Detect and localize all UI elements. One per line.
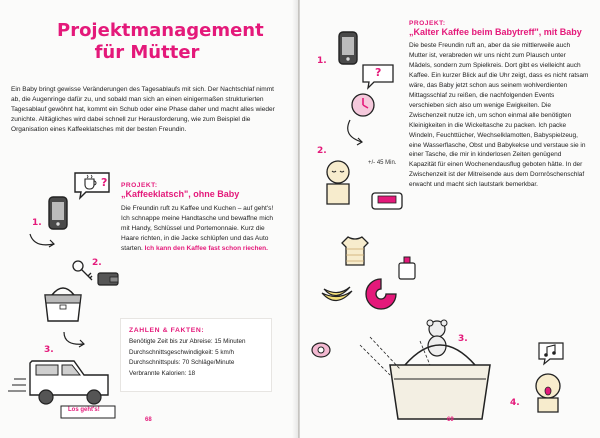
bubble-question-mark: ? xyxy=(375,66,382,79)
step-1-arrow-icon xyxy=(28,232,58,252)
title-line-2: für Mütter xyxy=(94,42,200,63)
intro-paragraph: Ein Baby bringt gewisse Veränderungen des Tagesablaufs mit sich. Der Nachtschlaf nimmt ab, die Augenringe dafür zu, und sobald man sich an einen einigermaßen strukturierten Tagesablauf gewöhnt hat, kommt ein Schub oder eine Phase daher und macht alles wieder zunichte. Alltägliches wird dabei schnell zur Herausforderung, wie zum Beispiel die Organisation eines Kaffeeklatsches mit der besten Freundin. xyxy=(11,86,275,133)
project-text-body: Die Freundin ruft zu Kaffee und Kuchen – auf geht's! Ich schnappe meine Handtasche und bewaffne mich mit Handy, Schlüssel und Portemonnaie. Kurz die Haare richten, in die Jacke schlüpfen und das Auto starten. xyxy=(121,205,274,253)
fact-item: Durchschnittsgeschwindigkeit: 5 km/h xyxy=(129,348,234,356)
project-title: „Kaffeeklatsch", ohne Baby xyxy=(121,189,240,199)
page-title xyxy=(57,20,264,64)
right-page xyxy=(300,0,600,438)
step-2-label: 2. xyxy=(92,258,102,268)
page-number-left: 68 xyxy=(145,417,152,423)
arrow-icon xyxy=(340,118,370,148)
bananas-icon xyxy=(320,285,354,307)
wipes-icon xyxy=(370,190,404,212)
facts-list xyxy=(121,337,271,379)
title-line-1: Projektmanagement xyxy=(57,20,264,41)
project-tag: PROJEKT: xyxy=(121,182,158,189)
car-label: Los geht's! xyxy=(68,407,100,413)
crying-baby-icon xyxy=(528,370,568,414)
left-page xyxy=(0,0,299,438)
music-note-icon xyxy=(536,340,566,366)
sleeping-baby-icon xyxy=(320,158,356,206)
project-block-right xyxy=(409,20,589,190)
project-text xyxy=(121,204,281,254)
car-icon xyxy=(22,355,117,410)
project-block-left xyxy=(121,182,281,254)
baby-shirt-icon xyxy=(340,235,370,267)
neck-pillow-icon xyxy=(362,275,400,313)
facts-box xyxy=(120,318,272,392)
clock-icon xyxy=(350,92,376,118)
step-2-label: 2. xyxy=(317,146,327,156)
pacifier-icon xyxy=(310,340,332,360)
diaper-bag-icon xyxy=(380,335,500,425)
step-3-label: 3. xyxy=(458,334,468,344)
facts-title: ZAHLEN & FAKTEN: xyxy=(129,327,205,334)
phone-icon xyxy=(47,195,69,231)
bubble-question-mark: ? xyxy=(101,176,108,189)
fact-item: Durchschnittspuls: 70 Schläge/Minute xyxy=(129,359,235,367)
project-text: Die beste Freundin ruft an, aber da sie mittlerweile auch Mutter ist, verabreden wir uns nicht zum Plausch unter Mädels, sondern zum Spielkreis. Dort gibt es vielleicht auch Kaffee. Ein kurzer Blick auf die Uhr zeigt, dass es nicht ratsam wäre, das Baby jetzt schon aus seinem wohlverdienten Mittagsschlaf zu reißen, die nachfolgenden Events verschieben sich also um wenige Ewigkeiten. Die Zwischenzeit nutze ich, um schon einmal alle benötigten Kleinigkeiten in die Wickeltasche zu packen. Ich packe Windeln, Feuchttücher, Wechselklamotten, Babyspielzeug, eine Wasserflasche, Obst und Babykekse und verstaue sie in einer Tasche, die mir in kinderlosen Zeiten genügend Kapazität für einen Wochenendausflug geboten hätte. In der Zwischenzeit ist der Mitreisende aus dem Dornröschenschlaf erwacht und macht sich lautstark bemerkbar. xyxy=(409,42,589,189)
step-4-label: 4. xyxy=(510,398,520,408)
project-highlight: Ich kann den Kaffee fast schon riechen. xyxy=(144,245,269,253)
toy-ball-icon xyxy=(350,90,351,91)
handbag-icon xyxy=(40,283,86,325)
step-3-label: 3. xyxy=(44,345,54,355)
page-number-right: 69 xyxy=(447,417,454,423)
project-tag: PROJEKT: xyxy=(409,20,446,27)
step-1-label: 1. xyxy=(32,218,42,228)
fact-item: Verbrannte Kalorien: 18 xyxy=(129,369,196,377)
phone-icon xyxy=(337,30,359,66)
step-1-label: 1. xyxy=(317,56,327,66)
project-title: „Kalter Kaffee beim Babytreff", mit Baby xyxy=(409,27,582,37)
fact-item: Benötigte Zeit bis zur Abreise: 15 Minuten xyxy=(129,338,246,345)
step-3-arrow-icon xyxy=(60,330,90,350)
time-label: +/- 45 Min. xyxy=(368,160,397,166)
wallet-icon xyxy=(96,270,120,288)
